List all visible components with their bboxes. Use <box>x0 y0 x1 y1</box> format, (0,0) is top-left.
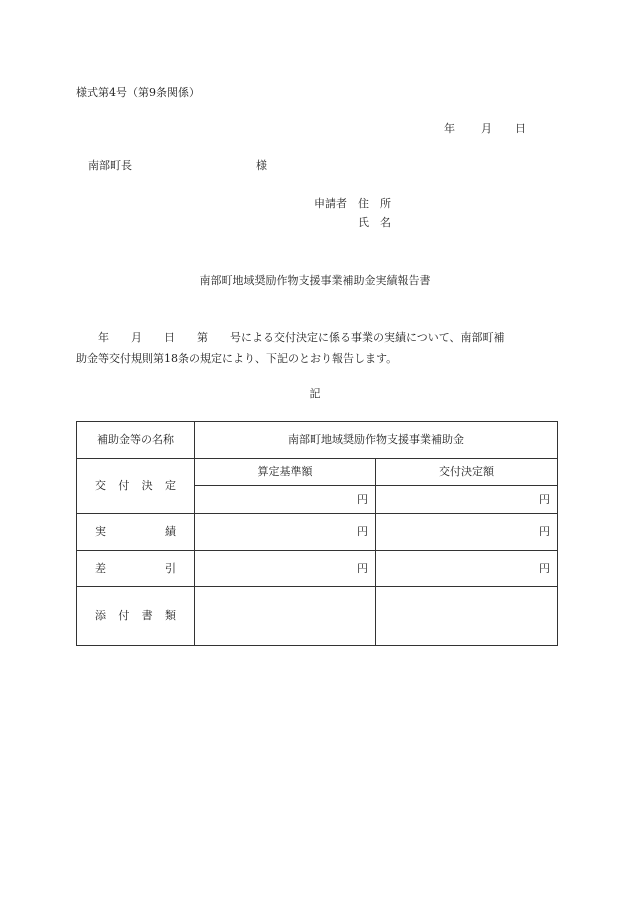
address-label: 住 所 <box>358 197 391 210</box>
subsidy-name-label: 補助金等の名称 <box>77 422 195 459</box>
date-year: 年 <box>444 122 455 135</box>
attachments-cell-2 <box>376 587 558 646</box>
attachments-cell-1 <box>195 587 376 646</box>
report-table <box>76 421 558 646</box>
body-line-2: 助金等交付規則第18条の規定により、下記のとおり報告します。 <box>76 352 398 365</box>
document-title: 南部町地域奨励作物支援事業補助金実績報告書 <box>199 274 431 287</box>
difference-label: 差引 <box>77 551 195 587</box>
difference-basis-yen: 円 <box>195 551 376 587</box>
addressee-honorific: 様 <box>256 159 267 172</box>
body-line-1: 年 月 日 第 号による交付決定に係る事業の実績について、南部町補 <box>76 331 505 344</box>
decided-amount-header: 交付決定額 <box>376 459 558 486</box>
name-label: 氏 名 <box>358 216 391 229</box>
ki-heading: 記 <box>309 387 321 400</box>
date-month: 月 <box>481 122 492 135</box>
attachments-label: 添付書類 <box>77 587 195 646</box>
report-body <box>76 327 554 369</box>
actual-decided-yen: 円 <box>376 514 558 551</box>
subsidy-name-value: 南部町地域奨励作物支援事業補助金 <box>195 422 558 459</box>
row-decision-header <box>77 459 558 486</box>
row-subsidy-name <box>77 422 558 459</box>
difference-decided-yen: 円 <box>376 551 558 587</box>
basis-amount-yen: 円 <box>195 486 376 514</box>
row-difference <box>77 551 558 587</box>
addressee-name: 南部町長 <box>88 159 132 172</box>
row-actual <box>77 514 558 551</box>
date-day: 日 <box>515 122 526 135</box>
row-attachments <box>77 587 558 646</box>
decision-label: 交付決定 <box>77 459 195 514</box>
form-number: 様式第4号（第9条関係） <box>76 86 200 99</box>
actual-label: 実績 <box>77 514 195 551</box>
decided-amount-yen: 円 <box>376 486 558 514</box>
actual-basis-yen: 円 <box>195 514 376 551</box>
applicant-label: 申請者 <box>314 197 347 210</box>
basis-amount-header: 算定基準額 <box>195 459 376 486</box>
